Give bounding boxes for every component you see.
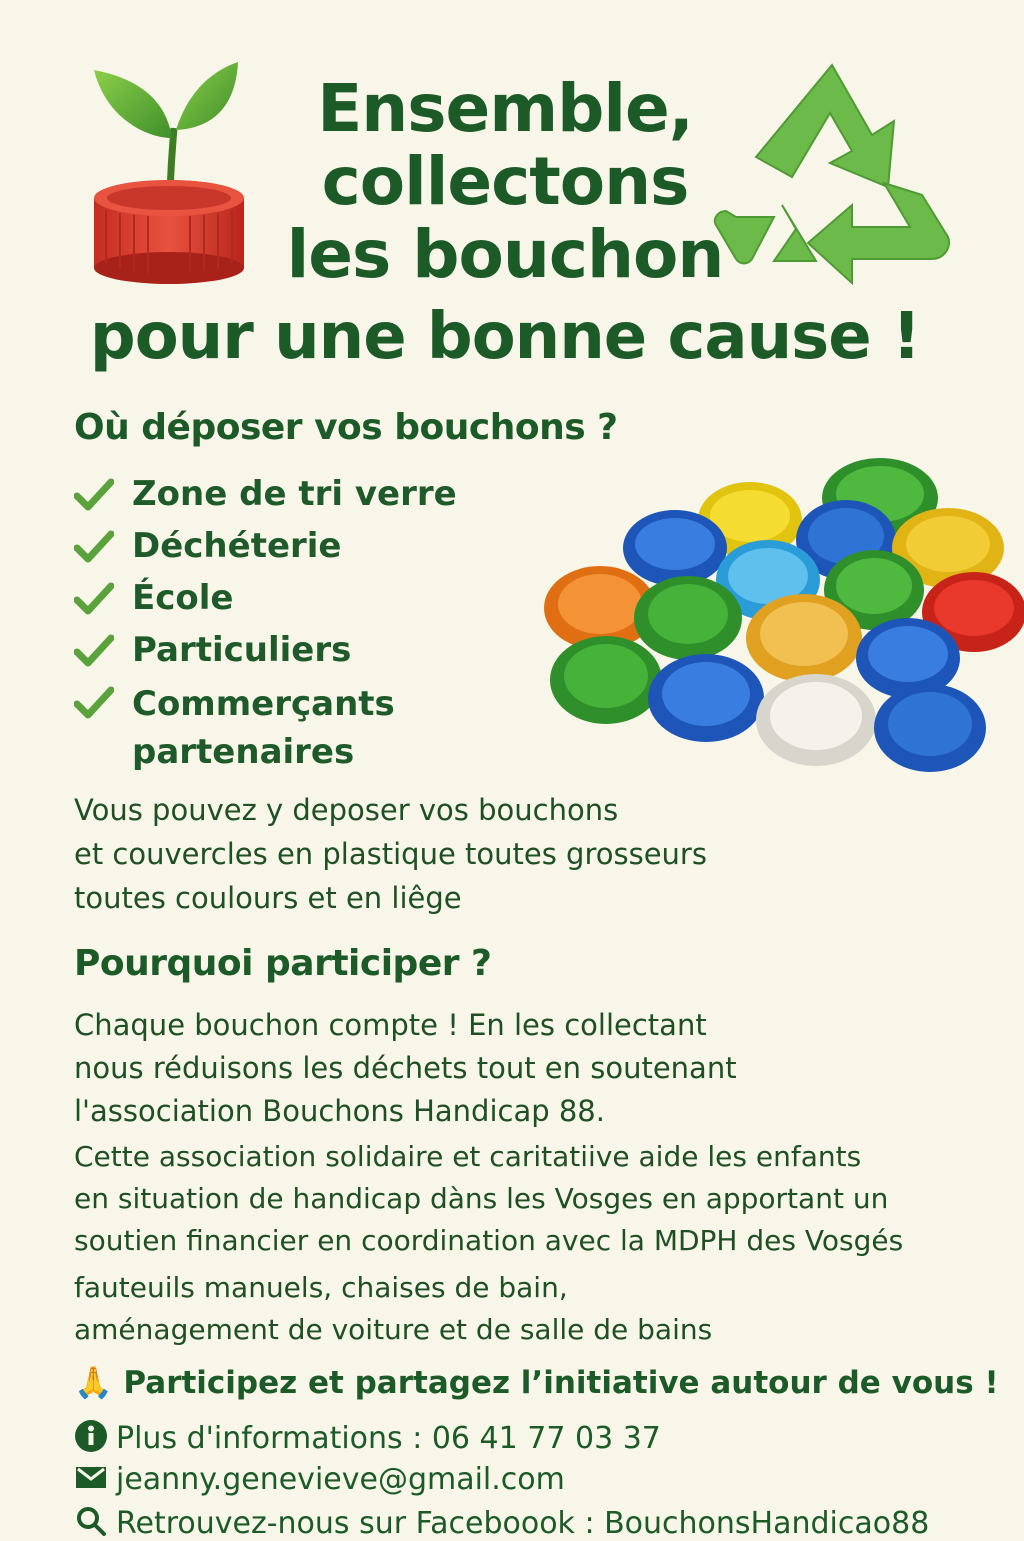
association-text-line: soutien financier en coordination avec la MDPH des Vosgés [74,1224,904,1257]
why-text-line: l'association Bouchons Handicap 88. [74,1094,605,1128]
deposit-text-line: et couvercles en plastique toutes grosseurs [74,837,707,871]
search-icon [74,1504,108,1538]
place-label: Zone de tri verre [132,474,457,514]
place-label: Déchéterie [132,526,342,566]
why-text-line: nous réduisons les déchets tout en soutenant [74,1051,737,1085]
association-text [74,1136,903,1262]
aid-text [74,1267,712,1351]
info-icon [74,1419,108,1453]
page-title-line-4: pour une bonne cause ! [89,300,921,374]
facebook-contact[interactable] [74,1504,929,1541]
aid-text-line: aménagement de voiture et de salle de bains [74,1313,713,1346]
email-contact[interactable] [74,1460,565,1497]
call-to-action: 🙏 Participez et partagez l’initiative autour de vous ! [74,1365,999,1401]
check-icon [74,634,114,668]
aid-text-line: fauteuils manuels, chaises de bain, [74,1271,568,1304]
phone-contact [74,1419,661,1456]
check-icon [74,478,114,512]
place-label: Commerçants partenaires [132,684,395,772]
email-text[interactable]: jeanny.genevieve@gmail.com [116,1462,565,1497]
association-text-line: en situation de handicap dàns les Vosges en apportant un [74,1182,889,1215]
check-icon [74,530,114,564]
why-heading: Pourquoi participer ? [74,943,492,984]
bottle-caps-pile-image [540,440,1024,790]
why-text-line: Chaque bouchon compte ! En les collectant [74,1008,707,1042]
deposit-text-line: Vous pouvez y deposer vos bouchons [74,793,619,827]
phone-text: Plus d'informations : 06 41 77 03 37 [116,1421,661,1456]
check-icon [74,582,114,616]
deposit-text-line: toutes coulours et en liêge [74,881,462,915]
page-title-line-1: Ensemble, [317,70,693,147]
why-text [74,1004,737,1133]
mail-icon [74,1460,108,1494]
deposit-text [74,788,707,920]
place-label: École [132,578,234,618]
page-title-line-2: collectons [321,143,689,220]
place-label: Particuliers [132,630,352,670]
facebook-text[interactable]: Retrouvez-nous sur Faceboook : BouchonsHandicao88 [116,1506,930,1541]
association-text-line: Cette association solidaire et caritatiive aide les enfants [74,1140,862,1173]
check-icon [74,686,114,720]
where-heading: Où déposer vos bouchons ? [74,407,618,448]
page-title-line-3: les bouchon [286,216,724,293]
